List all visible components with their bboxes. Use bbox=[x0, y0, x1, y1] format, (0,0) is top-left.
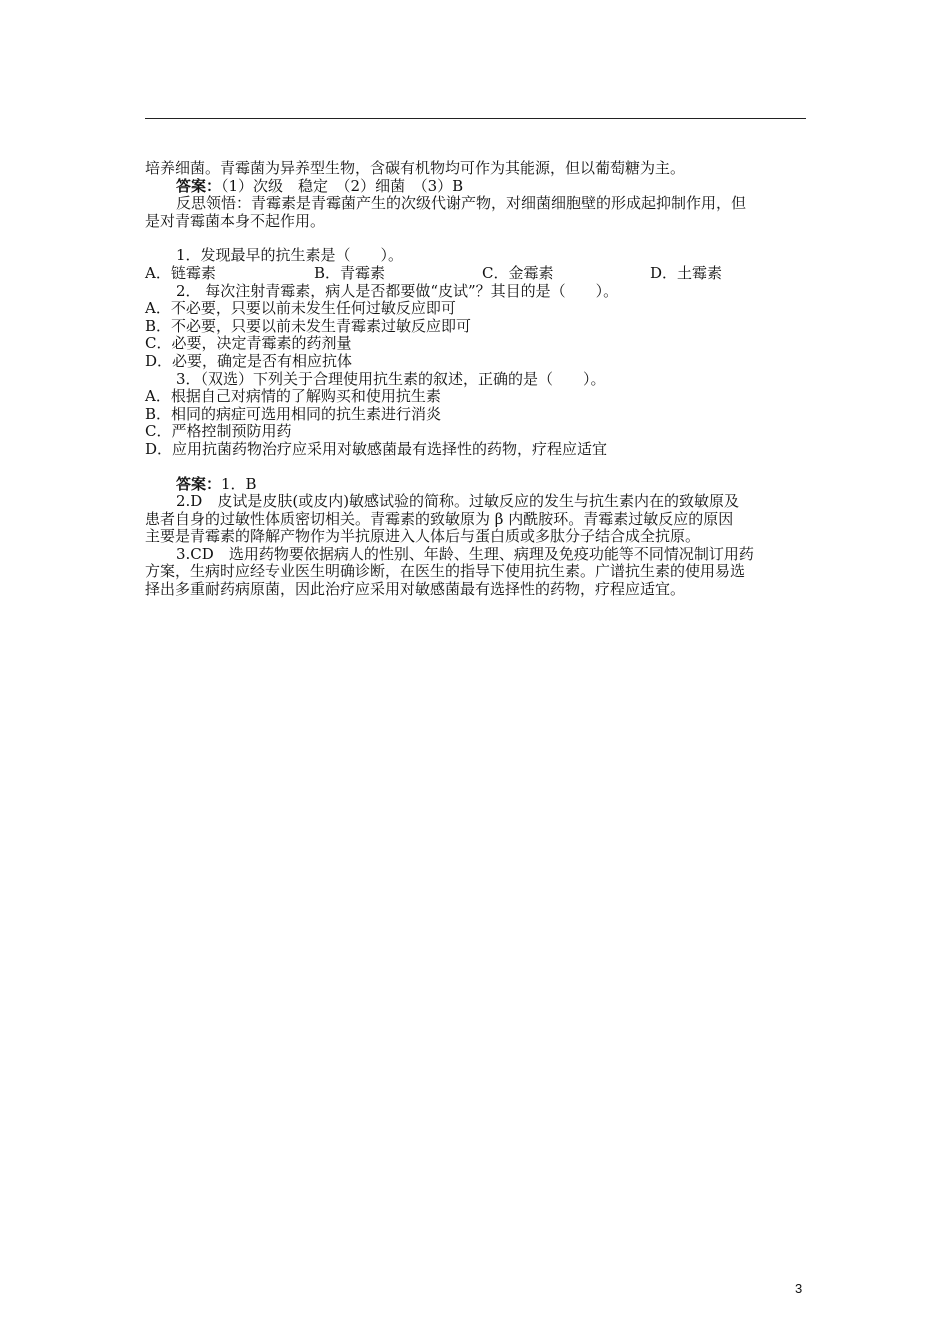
option-b: B．青霉素 bbox=[314, 263, 386, 282]
page-number: 3 bbox=[795, 1281, 803, 1296]
document-body bbox=[145, 160, 810, 599]
answer-1: 1．B bbox=[221, 474, 257, 493]
answer-2-line-1: 2.D 皮试是皮肤(或皮内)敏感试验的简称。过敏反应的发生与抗生素内在的致敏原及 bbox=[176, 492, 740, 511]
question-2: 2． 每次注射青霉素，病人是否都要做“皮试”？其目的是（ ）。 bbox=[176, 281, 619, 300]
question-3: 3．（双选）下列关于合理使用抗生素的叙述，正确的是（ ）。 bbox=[176, 369, 606, 388]
question-3-option-a: A．根据自己对病情的了解购买和使用抗生素 bbox=[145, 387, 441, 406]
question-1-options bbox=[145, 265, 810, 283]
paragraph-line: 培养细菌。青霉菌为异养型生物，含碳有机物均可作为其能源，但以葡萄糖为主。 bbox=[145, 159, 686, 177]
question-1: 1．发现最早的抗生素是（ ）。 bbox=[176, 246, 404, 265]
answer-line bbox=[145, 178, 810, 196]
answer-2-line-2: 患者自身的过敏性体质密切相关。青霉素的致敏原为 β 内酰胺环。青霉素过敏反应的原因 bbox=[145, 509, 734, 528]
question-2-option-d: D．必要，确定是否有相应抗体 bbox=[145, 351, 353, 370]
answer-2-line-3: 主要是青霉素的降解产物作为半抗原进入人体后与蛋白质或多肽分子结合成全抗原。 bbox=[145, 527, 701, 546]
question-3-option-c: C．严格控制预防用药 bbox=[145, 422, 292, 441]
question-3-option-d: D．应用抗菌药物治疗应采用对敏感菌最有选择性的药物，疗程应适宜 bbox=[145, 439, 608, 458]
question-2-option-a: A．不必要，只要以前未发生任何过敏反应即可 bbox=[145, 299, 456, 318]
answers-header bbox=[145, 476, 810, 494]
answer-3-line-1: 3.CD 选用药物要依据病人的性别、年龄、生理、病理及免疫功能等不同情况制订用药 bbox=[176, 544, 754, 563]
option-c: C．金霉素 bbox=[482, 263, 554, 282]
answer-3-line-3: 择出多重耐药病原菌，因此治疗应采用对敏感菌最有选择性的药物，疗程应适宜。 bbox=[145, 580, 686, 599]
reflection-line: 反思领悟：青霉素是青霉菌产生的次级代谢产物，对细菌细胞壁的形成起抑制作用，但 bbox=[176, 194, 747, 213]
option-a: A．链霉素 bbox=[145, 263, 216, 282]
answers-label: 答案： bbox=[176, 474, 222, 493]
answer-label: 答案： bbox=[176, 176, 222, 195]
answer-3-line-2: 方案，生病时应经专业医生明确诊断，在医生的指导下使用抗生素。广谱抗生素的使用易选 bbox=[145, 562, 746, 581]
question-3-option-b: B．相同的病症可选用相同的抗生素进行消炎 bbox=[145, 404, 442, 423]
reflection-line-2: 是对青霉菌本身不起作用。 bbox=[145, 211, 326, 230]
header-rule bbox=[145, 118, 806, 119]
question-2-option-b: B．不必要，只要以前未发生青霉素过敏反应即可 bbox=[145, 316, 472, 335]
question-2-option-c: C．必要，决定青霉素的药剂量 bbox=[145, 334, 352, 353]
answer-text: （1）次级 稳定 （2）细菌 （3）B bbox=[221, 176, 464, 195]
option-d: D．土霉素 bbox=[650, 263, 723, 282]
